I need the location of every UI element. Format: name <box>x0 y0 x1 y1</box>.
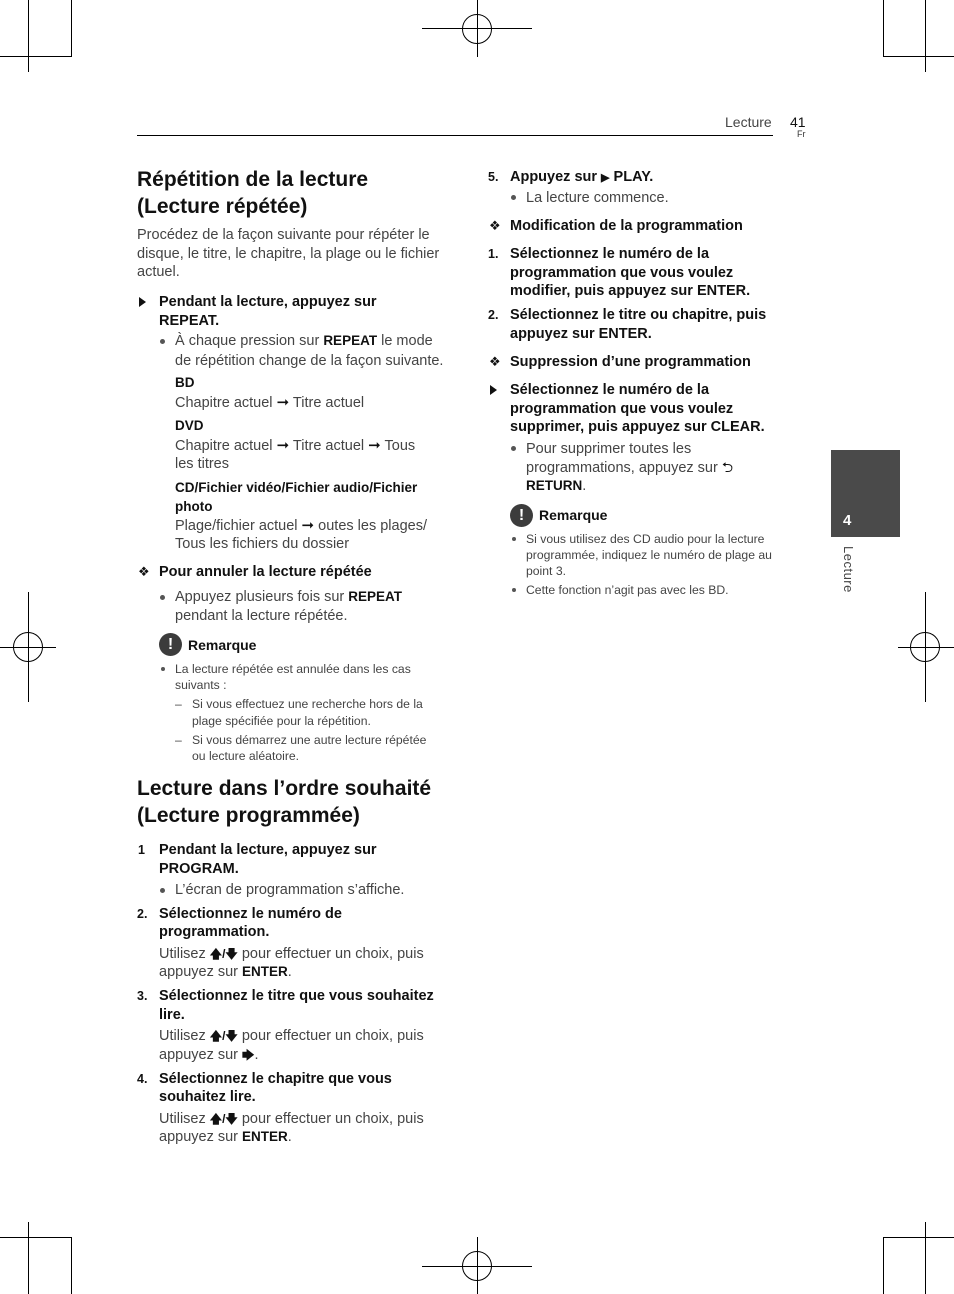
note-line: Cette fonction n’agit pas avec les BD. <box>526 583 729 597</box>
return-icon: ⮌ <box>721 459 734 475</box>
dash-icon: – <box>175 697 182 711</box>
step-text: Sélectionnez le titre que vous souhaitez <box>159 988 434 1004</box>
step-text: Sélectionnez le numéro de la <box>510 246 710 262</box>
program-key: PROGRAM. <box>159 861 239 877</box>
step-bullet: La lecture commence. <box>526 190 669 206</box>
bullet-repeat-mode: À chaque pression sur REPEAT le mode <box>175 333 433 349</box>
arrow-right-icon: ➞ <box>276 437 290 454</box>
cd-label-line2: photo <box>175 499 213 514</box>
step-text: Sélectionnez le chapitre que vous <box>159 1071 392 1087</box>
section-title-repeat: Répétition de la lecture <box>137 168 369 191</box>
step-text: programmation que vous voulez <box>510 265 734 281</box>
step-number: 1 <box>138 843 145 857</box>
step-number: 1. <box>488 247 499 261</box>
note-title: Remarque <box>188 637 257 653</box>
section-subtitle-repeat: (Lecture répétée) <box>137 195 308 218</box>
triangle-bullet-icon <box>490 385 497 395</box>
step-detail-line2: appuyez sur 🡆. <box>159 1047 259 1063</box>
note-line: ou lecture aléatoire. <box>192 749 300 763</box>
intro-text: Procédez de la façon suivante pour répéter le disque, le titre, le chapitre, la plage ou le fichier actuel. <box>137 227 440 280</box>
dvd-sequence-line2: les titres <box>175 456 229 472</box>
step-text: Appuyez sur ▶ PLAY. <box>510 169 654 185</box>
up-down-arrows-icon: 🡅/🡇 <box>209 1112 238 1126</box>
cd-label: CD/Fichier vidéo/Fichier audio/Fichier <box>175 480 418 495</box>
cancel-bullet: Appuyez plusieurs fois sur REPEAT <box>175 589 403 605</box>
step-text: Sélectionnez le titre ou chapitre, puis <box>510 307 767 323</box>
step-text: lire. <box>159 1007 185 1023</box>
note-line: suivants : <box>175 678 227 692</box>
up-down-arrows-icon: 🡅/🡇 <box>209 947 238 961</box>
step-text: modifier, puis appuyez sur ENTER. <box>510 283 751 299</box>
page-number: 41 <box>790 114 806 130</box>
step-number: 3. <box>137 989 148 1003</box>
cancel-title: Pour annuler la lecture répétée <box>159 564 372 580</box>
step-number: 5. <box>488 170 499 184</box>
step-number: 2. <box>488 308 499 322</box>
dash-icon: – <box>175 733 182 747</box>
step-detail: Utilisez 🡅/🡇 pour effectuer un choix, puis <box>159 1028 424 1044</box>
step-text: Pendant la lecture, appuyez sur <box>159 842 377 858</box>
dvd-sequence: Chapitre actuel ➞ Titre actuel ➞ Tous <box>175 437 416 454</box>
repeat-key: REPEAT. <box>159 313 220 329</box>
diamond-icon: ❖ <box>489 354 501 369</box>
bullet-icon <box>512 537 516 541</box>
bullet-icon <box>512 588 516 592</box>
step-text: appuyez sur ENTER. <box>510 326 652 342</box>
dvd-label: DVD <box>175 418 204 433</box>
cancel-bullet-line2: pendant la lecture répétée. <box>175 608 348 624</box>
arrow-right-icon: ➞ <box>301 517 315 534</box>
note-line: plage spécifiée pour la répétition. <box>192 714 371 728</box>
header-section: Lecture <box>725 114 772 130</box>
chapter-number: 4 <box>843 512 852 529</box>
step-text: Sélectionnez le numéro de <box>159 906 342 922</box>
cd-sequence-line2: Tous les fichiers du dossier <box>175 536 350 552</box>
note-line: programmée, indiquez le numéro de plage au <box>526 548 772 562</box>
warning-icon: ! <box>510 504 533 527</box>
diamond-icon: ❖ <box>489 218 501 233</box>
bullet-icon <box>160 595 165 600</box>
section-subtitle-program: (Lecture programmée) <box>137 804 360 827</box>
step-text: souhaitez lire. <box>159 1089 256 1105</box>
right-arrow-icon: 🡆 <box>242 1048 255 1062</box>
up-down-arrows-icon: 🡅/🡇 <box>209 1029 238 1043</box>
step-text: supprimer, puis appuyez sur CLEAR. <box>510 419 765 435</box>
step-number: 2. <box>137 907 148 921</box>
bullet-icon <box>160 888 165 893</box>
step-detail: Utilisez 🡅/🡇 pour effectuer un choix, puis <box>159 1111 424 1127</box>
step-text: programmation. <box>159 924 270 940</box>
note-line: Si vous effectuez une recherche hors de la <box>192 697 423 711</box>
warning-icon: ! <box>159 633 182 656</box>
bullet-repeat-mode-line2: de répétition change de la façon suivante. <box>175 353 444 369</box>
step-number: 4. <box>137 1072 148 1086</box>
chapter-tab <box>831 450 900 537</box>
step-bullet: L’écran de programmation s’affiche. <box>175 882 405 898</box>
note-title: Remarque <box>539 507 608 523</box>
play-icon: ▶ <box>601 172 610 184</box>
step-bullet-line2: programmations, appuyez sur ⮌ <box>526 459 734 476</box>
step-bullet: Pour supprimer toutes les <box>526 441 692 457</box>
bullet-icon <box>511 446 516 451</box>
modify-title: Modification de la programmation <box>510 218 743 234</box>
note-line: Si vous démarrez une autre lecture répétée <box>192 733 427 747</box>
delete-title: Suppression d’une programmation <box>510 354 751 370</box>
step-instruction: Pendant la lecture, appuyez sur <box>159 294 377 310</box>
bullet-icon <box>160 339 165 344</box>
chapter-label: Lecture <box>841 546 856 593</box>
step-detail: Utilisez 🡅/🡇 pour effectuer un choix, puis <box>159 946 424 962</box>
diamond-icon: ❖ <box>138 564 150 579</box>
cd-sequence: Plage/fichier actuel ➞ outes les plages/ <box>175 517 427 534</box>
triangle-bullet-icon <box>139 297 146 307</box>
bd-label: BD <box>175 375 195 390</box>
language-code: Fr <box>797 129 806 139</box>
arrow-right-icon: ➞ <box>368 437 381 454</box>
bd-sequence: Chapitre actuel ➞ Titre actuel <box>175 394 365 411</box>
arrow-right-icon: ➞ <box>276 394 290 411</box>
step-text: programmation que vous voulez <box>510 401 734 417</box>
note-line: Si vous utilisez des CD audio pour la lecture <box>526 532 765 546</box>
bullet-icon <box>511 195 516 200</box>
section-title-program: Lecture dans l’ordre souhaité <box>137 777 432 800</box>
header-rule <box>137 135 773 136</box>
step-text: Sélectionnez le numéro de la <box>510 382 710 398</box>
step-detail-line2: appuyez sur ENTER. <box>159 964 292 980</box>
step-detail-line2: appuyez sur ENTER. <box>159 1129 292 1145</box>
step-bullet-line3: RETURN. <box>526 478 587 494</box>
note-line: La lecture répétée est annulée dans les cas <box>175 662 411 676</box>
note-line: point 3. <box>526 564 566 578</box>
bullet-icon <box>161 667 165 671</box>
